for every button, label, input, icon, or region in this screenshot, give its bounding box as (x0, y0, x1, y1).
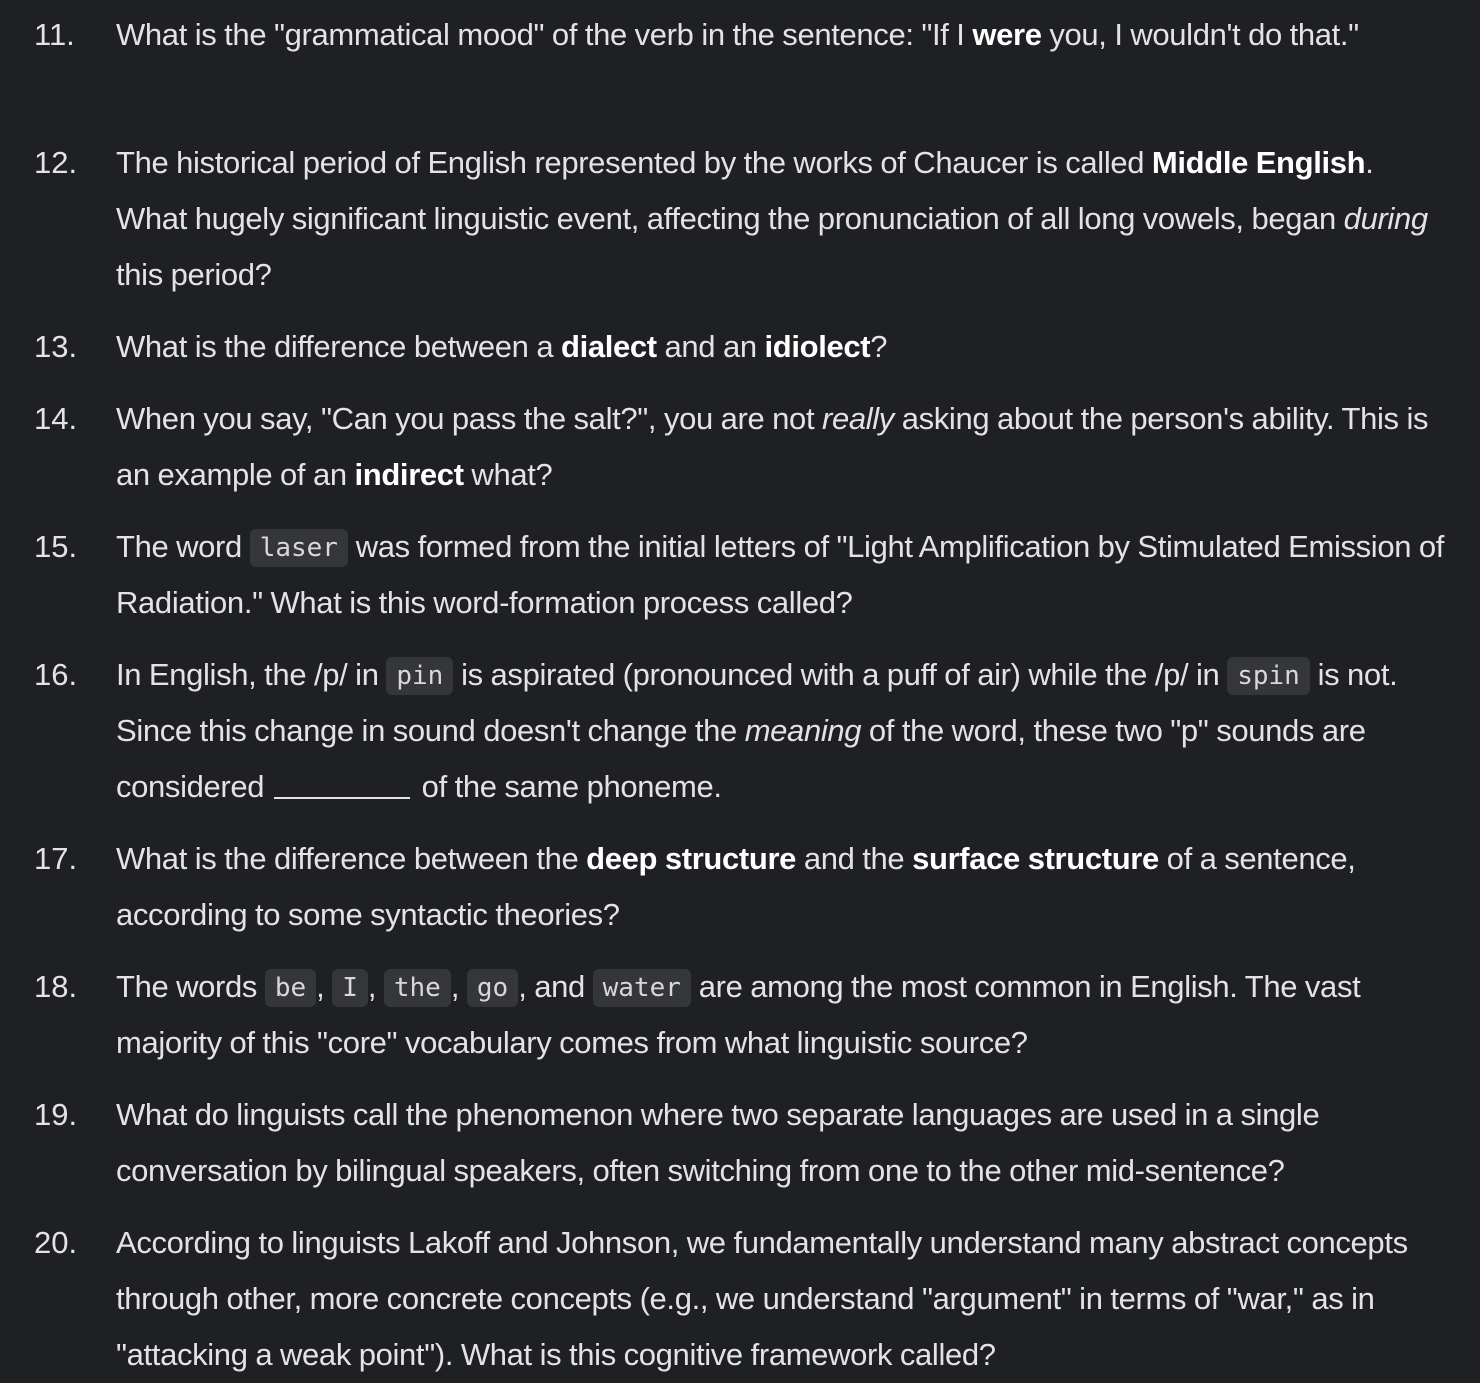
bold-term: indirect (354, 457, 464, 492)
question-number: 19. (34, 1097, 78, 1132)
inline-code: I (332, 969, 368, 1007)
question-number: 14. (34, 401, 78, 436)
bold-term: surface structure (912, 841, 1159, 876)
bold-term: idiolect (764, 329, 871, 364)
question-text: When you say, "Can you pass the salt?", you are not really asking about the person's ability. This is an example of an indirect what? (116, 401, 1429, 492)
inline-code: be (265, 969, 316, 1007)
question-text: The word laser was formed from the initial letters of "Light Amplification by Stimulated Emission of Radiation." What is this word-formation process called? (116, 529, 1445, 620)
inline-code: laser (250, 529, 348, 567)
question-text: What do linguists call the phenomenon where two separate languages are used in a single conversation by bilingual speakers, often switching from one to the other mid-sentence? (116, 1097, 1320, 1188)
question-number: 18. (34, 969, 78, 1004)
question-number: 13. (34, 329, 78, 364)
bold-term: Middle English (1151, 145, 1366, 180)
question-text: According to linguists Lakoff and Johnson, we fundamentally understand many abstract concepts through other, more concrete concepts (e.g., we understand "argument" in terms of "war," as in "attacking a weak point"). What is this cognitive framework called? (116, 1225, 1408, 1372)
question-number: 16. (34, 657, 78, 692)
italic-emphasis: really (821, 401, 894, 436)
question-number: 15. (34, 529, 78, 564)
bold-term: were (972, 17, 1042, 52)
fill-in-blank (274, 777, 410, 799)
question-text: What is the difference between a dialect and an idiolect? (116, 329, 888, 364)
inline-code: the (384, 969, 451, 1007)
question-number: 12. (34, 145, 78, 180)
question-number: 20. (34, 1225, 78, 1260)
inline-code: water (593, 969, 691, 1007)
question-text: In English, the /p/ in pin is aspirated (pronounced with a puff of air) while the /p/ in spin is not. Since this change in sound doesn't change the meaning of the word, these two "p" sounds are considered of the same phoneme. (116, 657, 1398, 804)
bold-term: dialect (561, 329, 657, 364)
italic-emphasis: during (1343, 201, 1428, 236)
question-text: What is the "grammatical mood" of the verb in the sentence: "If I were you, I wouldn't do that." (116, 17, 1359, 52)
inline-code: go (467, 969, 518, 1007)
question-number: 11. (34, 17, 75, 52)
inline-code: spin (1227, 657, 1310, 695)
question-number: 17. (34, 841, 78, 876)
question-text: What is the difference between the deep structure and the surface structure of a sentence, according to some syntactic theories? (116, 841, 1356, 932)
question-text: The words be , I , the , go , and water are among the most common in English. The vast majority of this "core" vocabulary comes from what linguistic source? (116, 969, 1361, 1060)
italic-emphasis: meaning (744, 713, 862, 748)
question-text: The historical period of English represented by the works of Chaucer is called Middle English. What hugely significant linguistic event, affecting the pronunciation of all long vowels, began during this period? (116, 145, 1428, 292)
bold-term: deep structure (586, 841, 797, 876)
inline-code: pin (386, 657, 453, 695)
